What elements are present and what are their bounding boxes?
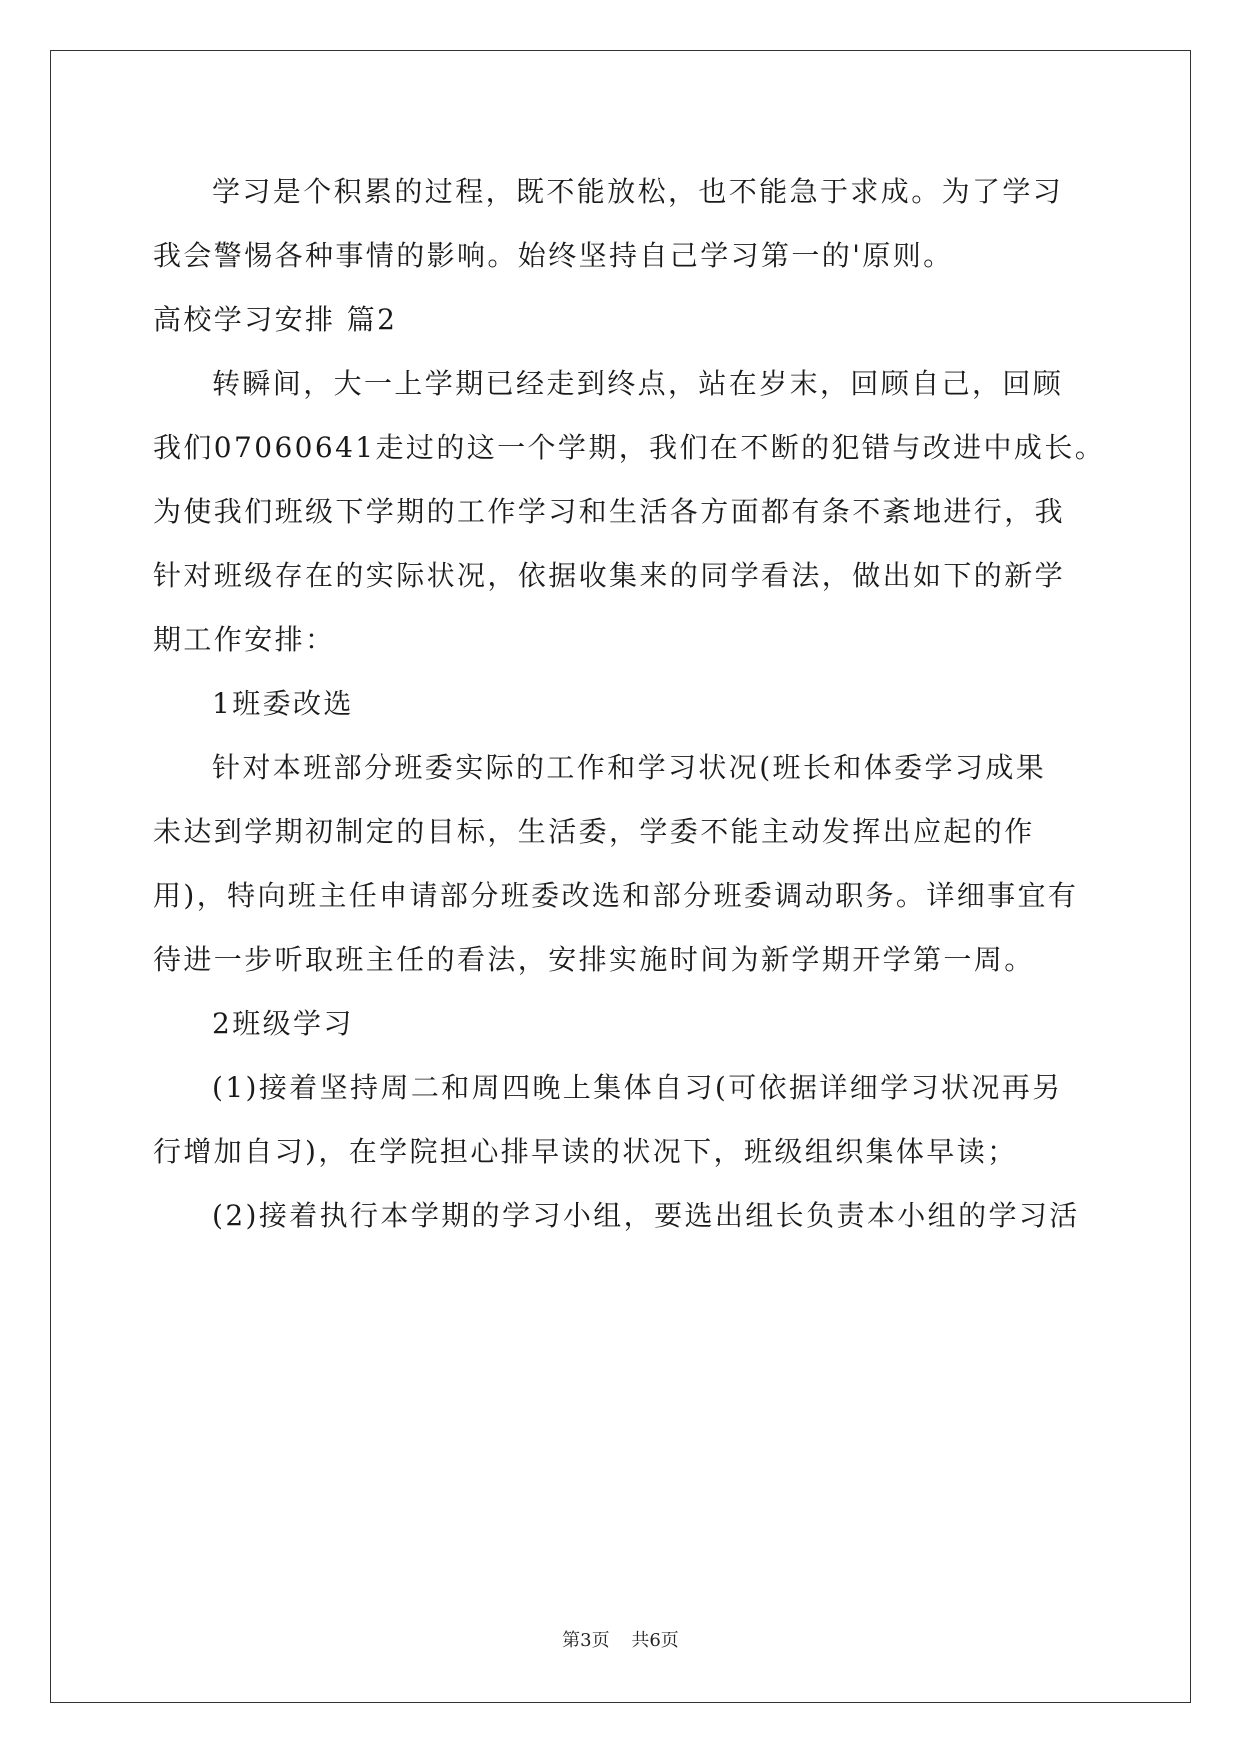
text-line: 行增加自习)，在学院担心排早读的状况下，班级组织集体早读； [153, 1135, 1018, 1168]
text-line: 期工作安排： [153, 623, 336, 656]
text-line: 为使我们班级下学期的工作学习和生活各方面都有条不紊地进行，我 [153, 495, 1066, 528]
text-line: 我会警惕各种事情的影响。始终坚持自己学习第一的'原则。 [153, 239, 954, 272]
text-line: 未达到学期初制定的目标，生活委，学委不能主动发挥出应起的作 [153, 815, 1035, 848]
text-line: (2)接着执行本学期的学习小组，要选出组长负责本小组的学习活 [212, 1199, 1080, 1232]
text-line: 针对班级存在的实际状况，依据收集来的同学看法，做出如下的新学 [153, 559, 1066, 592]
text-line: 学习是个积累的过程，既不能放松，也不能急于求成。为了学习 [212, 175, 1064, 208]
section-heading: 高校学习安排 篇2 [153, 303, 398, 336]
text-line: 用)，特向班主任申请部分班委改选和部分班委调动职务。详细事宜有 [153, 879, 1079, 912]
page-footer [0, 1626, 1241, 1652]
subsection-heading: 2班级学习 [212, 1007, 354, 1040]
text-line: 针对本班部分班委实际的工作和学习状况(班长和体委学习成果 [212, 751, 1047, 784]
text-line: 待进一步听取班主任的看法，安排实施时间为新学期开学第一周。 [153, 943, 1035, 976]
page-total: 共6页 [631, 1630, 679, 1651]
page-number: 第3页 [562, 1630, 610, 1651]
text-line: 我们07060641走过的这一个学期，我们在不断的犯错与改进中成长。 [153, 431, 1106, 464]
subsection-heading: 1班委改选 [212, 687, 354, 720]
text-line: (1)接着坚持周二和周四晚上集体自习(可依据详细学习状况再另 [212, 1071, 1063, 1104]
document-body [153, 160, 1106, 1248]
text-line: 转瞬间，大一上学期已经走到终点，站在岁末，回顾自己，回顾 [212, 367, 1064, 400]
